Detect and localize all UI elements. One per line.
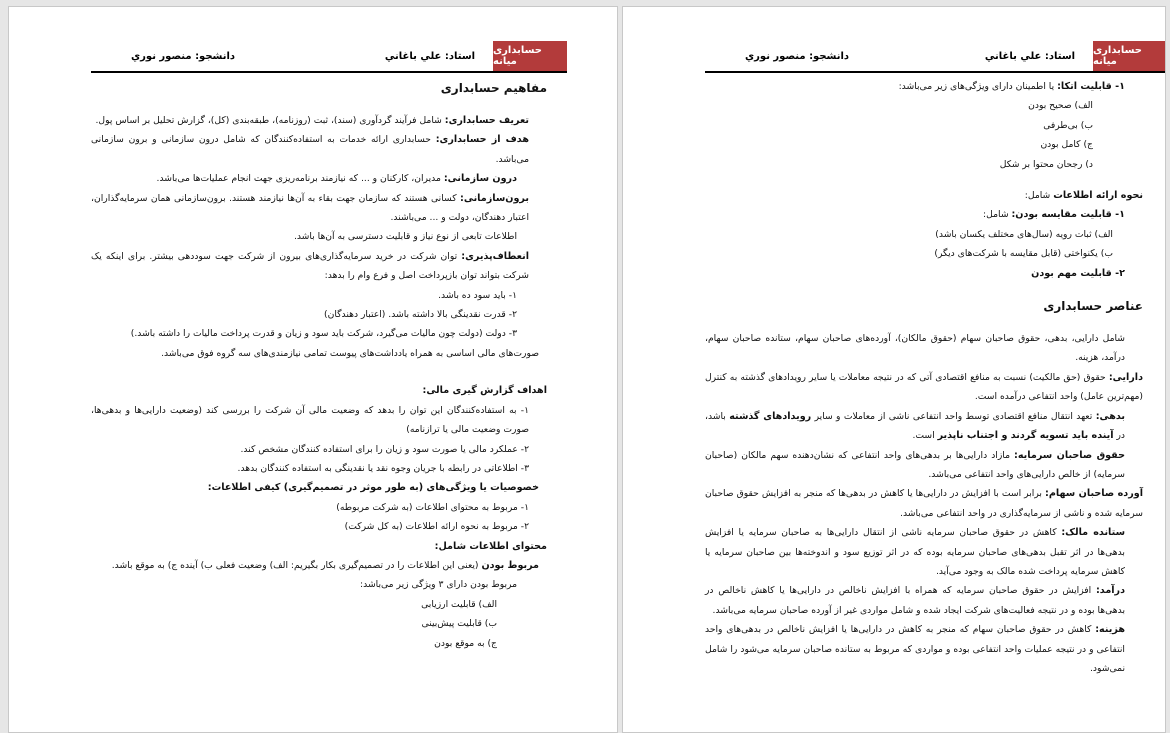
teacher-label: استاد: علي باغاني [384,50,476,62]
paragraph-reliability [705,77,1143,96]
list-item: ۲- قدرت نقدینگی بالا داشته باشد. (اعتبار دهندگان) [324,309,517,321]
term-label: درآمد: [1095,585,1126,597]
section-title: عناصر حسابداری [1043,299,1143,314]
term-label: آورده صاحبان سهام: [1045,488,1143,500]
paragraph-relevant [91,556,547,575]
list-item: الف) ثبات رویه (سال‌های مختلف یکسان باشد) [935,228,1113,240]
section-heading: اهداف گزارش گیری مالی: [422,385,547,397]
term-text: مدیران، کارکنان و ... که نیازمند برنامه‌ریزی جهت انجام عملیات‌ها می‌باشد. [156,173,441,185]
term-text: مازاد دارایی‌ها بر بدهی‌های واحد انتفاعی که نشان‌دهنده سهم مالکان (صاحبان سرمایه) از خالص دارایی‌های واحد انتفاعی می‌باشد. [705,449,1125,480]
term-emphasis: رویدادهای گذشته [729,410,812,422]
term-label: ستانده مالک: [1061,527,1125,539]
term-label: دارایی: [1108,371,1143,383]
term-text: برابر است با افزایش در دارایی‌ها یا کاهش در بدهی‌ها که منجر به افزایش حقوق صاحبان سرمایه شده و ناشی از سرمایه‌گذاری در واحد انتفاعی می‌باشد. [705,488,1143,519]
list-item: ۳- دولت (دولت چون مالیات می‌گیرد، شرکت باید سود و زیان و قدرت پرداخت مالیات را داشته باشد.) [130,328,517,340]
course-label: حسابداری میانه [1093,41,1166,71]
list-item: ۱- مربوط به محتوای اطلاعات (به شرکت مربوطه) [336,501,529,513]
term-label: تعریف حسابداری: [444,115,529,126]
list-item: ۳- اطلاعاتی در رابطه با جریان وجوه نقد یا نقدینگی به استفاده کنندگان بدهد. [237,462,529,474]
paragraph-info-note: اطلاعات تابعی از نوع نیاز و قابلیت دسترسی به آن‌ها باشد. [293,231,517,243]
list-item: ب) قابلیت پیش‌بینی [421,618,497,630]
term-text: افزایش در حقوق صاحبان سرمایه که همراه با افزایش ناخالص در دارایی‌ها یا کاهش ناخالص در بدهی‌ها بوده و در نتیجه فعالیت‌های شرکت ایجاد شده و شامل مواردی غیر از آورده صاحبان سرمایه می‌باشد. [705,585,1125,616]
list-item: ۱- باید سود ده باشد. [438,289,517,301]
term-text: شامل: [1024,190,1051,202]
paragraph-elements: شامل دارایی، بدهی، حقوق صاحبان سهام (حقوق مالکان)، آورده‌های صاحبان سهام، ستانده صاحبان سهام، درآمد، هزینه. [705,333,1125,364]
document-page-left [8,6,618,733]
paragraph-important: ۲- قابلیت مهم بودن [1031,267,1125,279]
list-item: ج) کامل بودن [1040,139,1093,151]
term-text: یا اطمینان دارای ویژگی‌های زیر می‌باشد: [898,81,1055,92]
term-label: بدهی: [1095,410,1126,422]
paragraph-outer [91,189,547,228]
paragraph-contribution [705,484,1143,523]
paragraph-asset [705,368,1143,407]
term-text: حقوق (حق مالکیت) نسبت به منافع اقتصادی آتی که در نتیجه معاملات یا سایر رویدادهای گذشته به کنترل (مهم‌ترین عامل) واحد انتفاعی درآمده است. [705,371,1143,403]
student-label: دانشجو: منصور نوري [131,50,236,62]
paragraph-goal [91,130,547,169]
page-header [91,41,567,73]
page-body [91,77,547,653]
term-label: ۱- قابلیت اتکا: [1057,81,1125,92]
paragraph-liability [705,407,1143,446]
paragraph-equity [705,446,1143,485]
paragraph-presentation [705,186,1143,205]
list-item: ب) بی‌طرفی [1043,119,1093,131]
paragraph-comparable [705,205,1143,224]
list-item: ج) به موقع بودن [434,637,497,649]
list-item: ۲- مربوط به نحوه ارائه اطلاعات (به کل شرکت) [344,521,529,533]
document-page-right [622,6,1166,733]
section-heading: محتوای اطلاعات شامل: [434,540,547,552]
term-label: مربوط بودن [481,559,539,571]
term-text: حسابداری ارائه خدمات به استفاده‌کنندگان که شامل درون سازمانی و برون سازمانی می‌باشد. [91,134,529,165]
paragraph-withdrawal [705,523,1143,581]
term-text: شامل فرآیند گردآوری (سند)، ثبت (روزنامه)، طبقه‌بندی (کل)، گزارش تحلیل بر اساس پول. [95,115,442,126]
list-item: د) رجحان محتوا بر شکل [999,158,1093,170]
page-title: مفاهیم حسابداری [440,81,547,95]
paragraph-inner [91,169,547,188]
term-label: حقوق صاحبان سرمایه: [1014,449,1125,461]
term-label: ۱- قابلیت مقایسه بودن: [1011,209,1125,221]
term-text: کاهش در حقوق صاحبان سهام که منجر به کاهش در دارایی‌ها یا افزایش ناخالص در بدهی‌های واحد انتفاعی و در نتیجه عملیات واحد انتفاعی بوده و مواردی که مربوط به ستانده صاحبان سرمایه می‌شود را شامل نمی‌شود. [705,624,1125,674]
paragraph-expense [705,620,1143,678]
term-text: شامل: [983,209,1009,221]
term-emphasis: آینده باید تسویه گردند و اجتناب ناپذیر [937,430,1114,442]
page-header [705,41,1166,73]
term-text: باشد، در [705,410,1125,442]
teacher-label: استاد: علي باغاني [984,50,1076,62]
term-text: کاهش در حقوق صاحبان سرمایه ناشی از انتقال دارایی‌ها به صاحبان سرمایه یا افزایش بدهی‌ها در اثر تقبل بدهی‌های صاحبان سرمایه بوده که در اثر توزیع سود و اندوخته‌ها بین صاحبان سرمایه یا کاهش سرمایه پرداخت شده مالک به وجود می‌آید. [705,527,1125,577]
paragraph-revenue [705,581,1143,620]
paragraph-definition [91,111,547,130]
list-item: ب) یکنواختی (قابل مقایسه با شرکت‌های دیگر) [934,248,1113,260]
page-body [705,77,1143,678]
course-label: حسابداری میانه [493,41,567,71]
section-heading: نحوه ارائه اطلاعات [1053,190,1143,202]
student-label: دانشجو: منصور نوري [745,50,850,62]
term-label: هزینه: [1095,624,1125,636]
list-item: ۲- عملکرد مالی یا صورت سود و زیان را برای استفاده کنندگان مشخص کند. [240,443,529,455]
term-label: انعطاف‌پذیری: [461,250,529,262]
paragraph-statements: صورت‌های مالی اساسی به همراه یادداشت‌های پیوست تمامی نیازمندی‌های سه گروه فوق می‌باشد. [161,347,539,359]
term-label: درون سازمانی: [443,173,517,185]
term-text: توان شرکت در خرید سرمایه‌گذاری‌های بیرون از شرکت جهت سوددهی بیشتر. برای اینکه یک شرکت بتواند توان بازپرداخت اصل و فرع وام را بدهد: [91,250,529,282]
term-text: است. [912,430,935,442]
term-text: کسانی هستند که سازمان جهت بقاء به آن‌ها نیازمند هستند. برون‌سازمانی همان سرمایه‌گذاران، اعتبار دهندگان، دولت و ... می‌باشند. [91,192,529,224]
list-item: ۱- به استفاده‌کنندگان این توان را بدهد که وضعیت مالی آن شرکت را بررسی کند (وضعیت دارایی‌ها و بدهی‌ها، صورت وضعیت مالی یا ترازنامه) [91,404,529,436]
term-label: برون‌سازمانی: [460,192,530,204]
section-heading: خصوصیات یا ویژگی‌های (به طور موثر در تصمیم‌گیری) کیفی اطلاعات: [207,482,539,494]
list-item: الف) قابلیت ارزیابی [421,598,497,610]
paragraph-flex [91,247,547,286]
term-label: هدف از حسابداری: [435,134,529,146]
list-item: الف) صحیح بودن [1028,100,1093,112]
paragraph-relevant-intro: مربوط بودن دارای ۳ ویژگی زیر می‌باشد: [360,579,517,591]
term-text: (یعنی این اطلاعات را در تصمیم‌گیری بکار بگیریم: الف) وضعیت فعلی ب) آینده ج) به موقع باشد. [111,559,479,571]
term-text: تعهد انتقال منافع اقتصادی توسط واحد انتفاعی ناشی از معاملات و سایر [814,410,1093,422]
